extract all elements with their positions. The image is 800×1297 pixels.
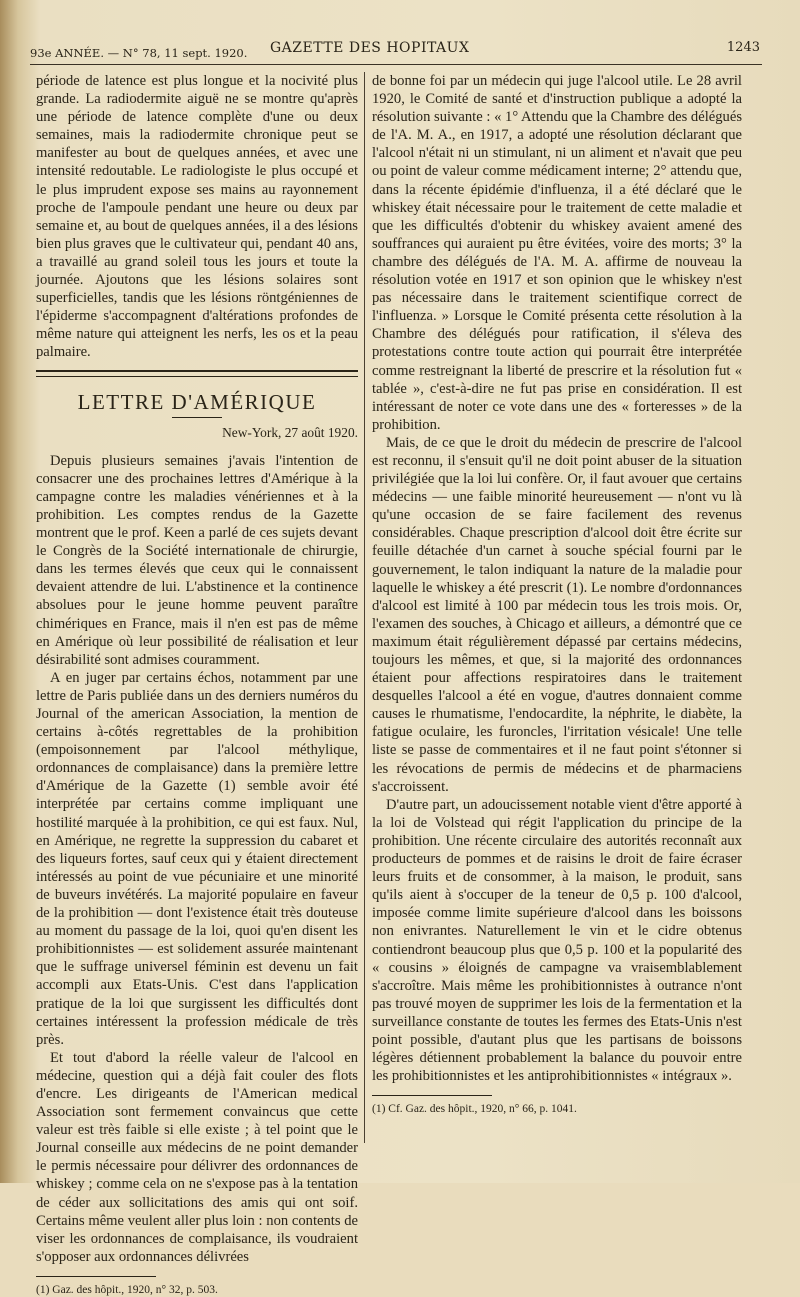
issue-info: 93e ANNÉE. — N° 78, 11 sept. 1920. — [30, 46, 248, 60]
section-title: LETTRE D'AMÉRIQUE — [77, 389, 317, 414]
journal-title: GAZETTE DES HOPITAUX — [270, 40, 470, 56]
footnote: (1) Gaz. des hôpit., 1920, n° 32, p. 503. — [36, 1283, 218, 1296]
right-column — [372, 72, 742, 1143]
left-column — [36, 72, 358, 1296]
column-divider — [364, 72, 365, 1143]
dateline: New-York, 27 août 1920. — [222, 424, 358, 440]
article-paragraph: D'autre part, un adoucissement notable vient d'être apporté à la loi de Volstead qui régit l'application du principe de la prohibition. Une récente circulaire des autorités reconnaît aux producteurs de pommes et de raisins le droit de faire écraser leurs fruits et de consommer, à la maison, le produit, sans qu'ils aient à s'occuper de la teneur de 0,5 p. 100 d'alcool, imposée comme limite supérieure d'alcool dans les boissons non enivrantes. Naturellement le vin et le cidre obtenus contiendront beaucoup plus que 0,5 p. 100 et la popularité des « cousins » éloignés de campagne va vraisemblablement s'accroître. Mais même les prohibitionnistes à outrance n'ont pas trouvé moyen de supprimer les lois de la fermentation et la surveillance constante de toutes les fermes des Etats-Unis n'est point possible, d'autant plus que les partisans de boissons légères détiennent probablement la balance du pouvoir entre les prohibitionnistes et les antiprohibitionnistes « intégraux ». — [372, 796, 742, 1085]
section-divider — [36, 370, 358, 377]
title-rule — [172, 417, 222, 418]
article-paragraph: Mais, de ce que le droit du médecin de prescrire de l'alcool est reconnu, il s'ensuit qu'il ne doit point abuser de la situation privilégiée que la loi lui confère. Or, il faut avouer que certains médecins — une faible minorité heureusement — n'ont vu là qu'une occasion de se faire facilement des revenus considérables. Chaque prescription d'alcool doit être écrite sur feuille détachée d'un carnet à souche spécial fourni par le gouvernement, le talon indiquant la nature de la maladie pour laquelle le whiskey a été prescrit (1). Le nombre d'ordonnances d'alcool est limité à 100 par médecin tous les trois mois. Or, l'examen des souches, à Chicago et ailleurs, a démontré que ce maximum était régulièrement dépassé par certains médecins, toujours les mêmes, et que, si la majorité des ordonnances étaient pour affections respiratoires dans le traitement desquelles l'alcool a été en vogue, d'autres donnaient comme causes le rhumatisme, l'endocardite, la néphrite, le diabète, la fatigue oculaire, les furoncles, l'irritation vésicale! Une telle liste se passe de commentaires et il ne faut point s'étonner si les révocations de permis de médecins et de pharmaciens s'accroissent. — [372, 434, 742, 795]
page-number: 1243 — [726, 40, 760, 55]
intro-paragraph: période de latence est plus longue et la nocivité plus grande. La radiodermite aiguë ne se montre qu'après une période de latence complète d'une ou deux semaines, mais la radiodermite chronique peut se manifester au bout de quelques années, et avec une intensité redoutable. Le radiologiste le plus occupé et le plus imprudent expose ses mains au rayonnement proche de l'ampoule pendant une heure ou deux par semaine et, au bout de quelques années, il a des lésions bien plus graves que le cultivateur qui, pendant 40 ans, a travaillé au grand soleil tous les jours et toute la journée. Ajoutons que les lésions solaires sont superficielles, tandis que les lésions röntgéniennes de l'épiderme s'accompagnent d'altérations profondes de même nature qui atteignent les nerfs, les os et la peau palmaire. — [36, 73, 358, 361]
footnote-rule — [36, 1276, 156, 1277]
footnote: (1) Cf. Gaz. des hôpit., 1920, n° 66, p. 1041. — [372, 1103, 577, 1116]
page-header — [30, 40, 760, 64]
article-paragraph: Et tout d'abord la réelle valeur de l'alcool en médecine, question qui a déjà fait couler des flots d'encre. Les dirigeants de l'American medical Association sont fermement convaincus que cette valeur est très faible si elle existe ; à tel point que le Journal conseille aux médecins de ne point demander le permis nécessaire pour délivrer des ordonnances de whiskey ; comme cela on ne s'expose pas à la tentation de céder aux sollicitations des amis qui ont soif. Certains même veulent aller plus loin : non contents de viser les ordonnances de complaisance, ils voudraient s'opposer aux ordonnances délivrées — [36, 1049, 358, 1265]
article-paragraph: Depuis plusieurs semaines j'avais l'intention de consacrer une des prochaines lettres d'Amérique à la campagne contre les maladies vénériennes et à la prohibition. Les comptes rendus de la Gazette montrent que le prof. Keen a parlé de ces sujets devant le Congrès de la Société internationale de chirurgie, dans les termes élevés que ceux qui le connaissent devaient attendre de lui. L'abstinence et la continence absolues pour le jeune homme peuvent paraître chimériques en France, mais il n'en est pas de même en Amérique où leur possibilité de réalisation et leur désirabilité sont admises couramment. — [36, 452, 358, 668]
footnote-rule — [372, 1095, 492, 1096]
header-rule — [30, 64, 762, 65]
article-paragraph: de bonne foi par un médecin qui juge l'alcool utile. Le 28 avril 1920, le Comité de santé et d'instruction publique a adopté la résolution suivante : « 1° Attendu que la Chambre des délégués de l'A. M. A., en 1917, a adopté une résolution déclarant que l'alcool n'était ni un stimulant, ni un aliment et n'avait que peu ou point de valeur comme médicament interne; 2° attendu que, dans la récente épidémie d'influenza, il a été déclaré que le whiskey était nécessaire pour le traitement de cette maladie et que les difficultés d'obtenir du whiskey avaient amené des souffrances qui auraient pu être évitées, voire des morts; 3° la chambre des délégués de l'A. M. A. affirme de nouveau la résolution votée en 1917 et son opinion que le whiskey n'est pas nécessaire dans le traitement scientifique correct de l'influenza. » Lorsque le Comité présenta cette résolution à la Chambre des délégués pour ratification, il s'éleva des protestations contre toute action qui pourrait être interprétée comme restreignant la liberté de prescrire et la résolution fut « tablée », c'est-à-dire ne fut pas prise en considération. Il est intéressant de noter ce vote dans une des « forteresses » de la prohibition. — [372, 73, 742, 433]
article-paragraph: A en juger par certains échos, notamment par une lettre de Paris publiée dans un des derniers numéros du Journal of the american Association, la mention de certains à-côtés regrettables de la prohibition (empoisonnement par l'alcool méthylique, ordonnances de complaisance) dans la première lettre d'Amérique de la Gazette (1) semble avoir été interprétée par certains comme impliquant une hostilité marquée à la prohibition, ce qui est faux. Nul, en Amérique, ne regrette la suppression du cabaret et des liqueurs fortes, sauf ceux qui y étaient directement intéressés au point de vue pécuniaire et une minorité de buveurs invétérés. La majorité populaire en faveur de la prohibition — dont l'existence était très douteuse au moment du passage de la loi, quoi qu'en disent les prohibitionnistes — est solidement assurée maintenant que le suffrage universel féminin est devenu un fait accompli aux Etats-Unis. C'est dans l'application pratique de la loi que surgissent les difficultés dont certaines intéressent la profession médicale de très près. — [36, 669, 358, 1048]
